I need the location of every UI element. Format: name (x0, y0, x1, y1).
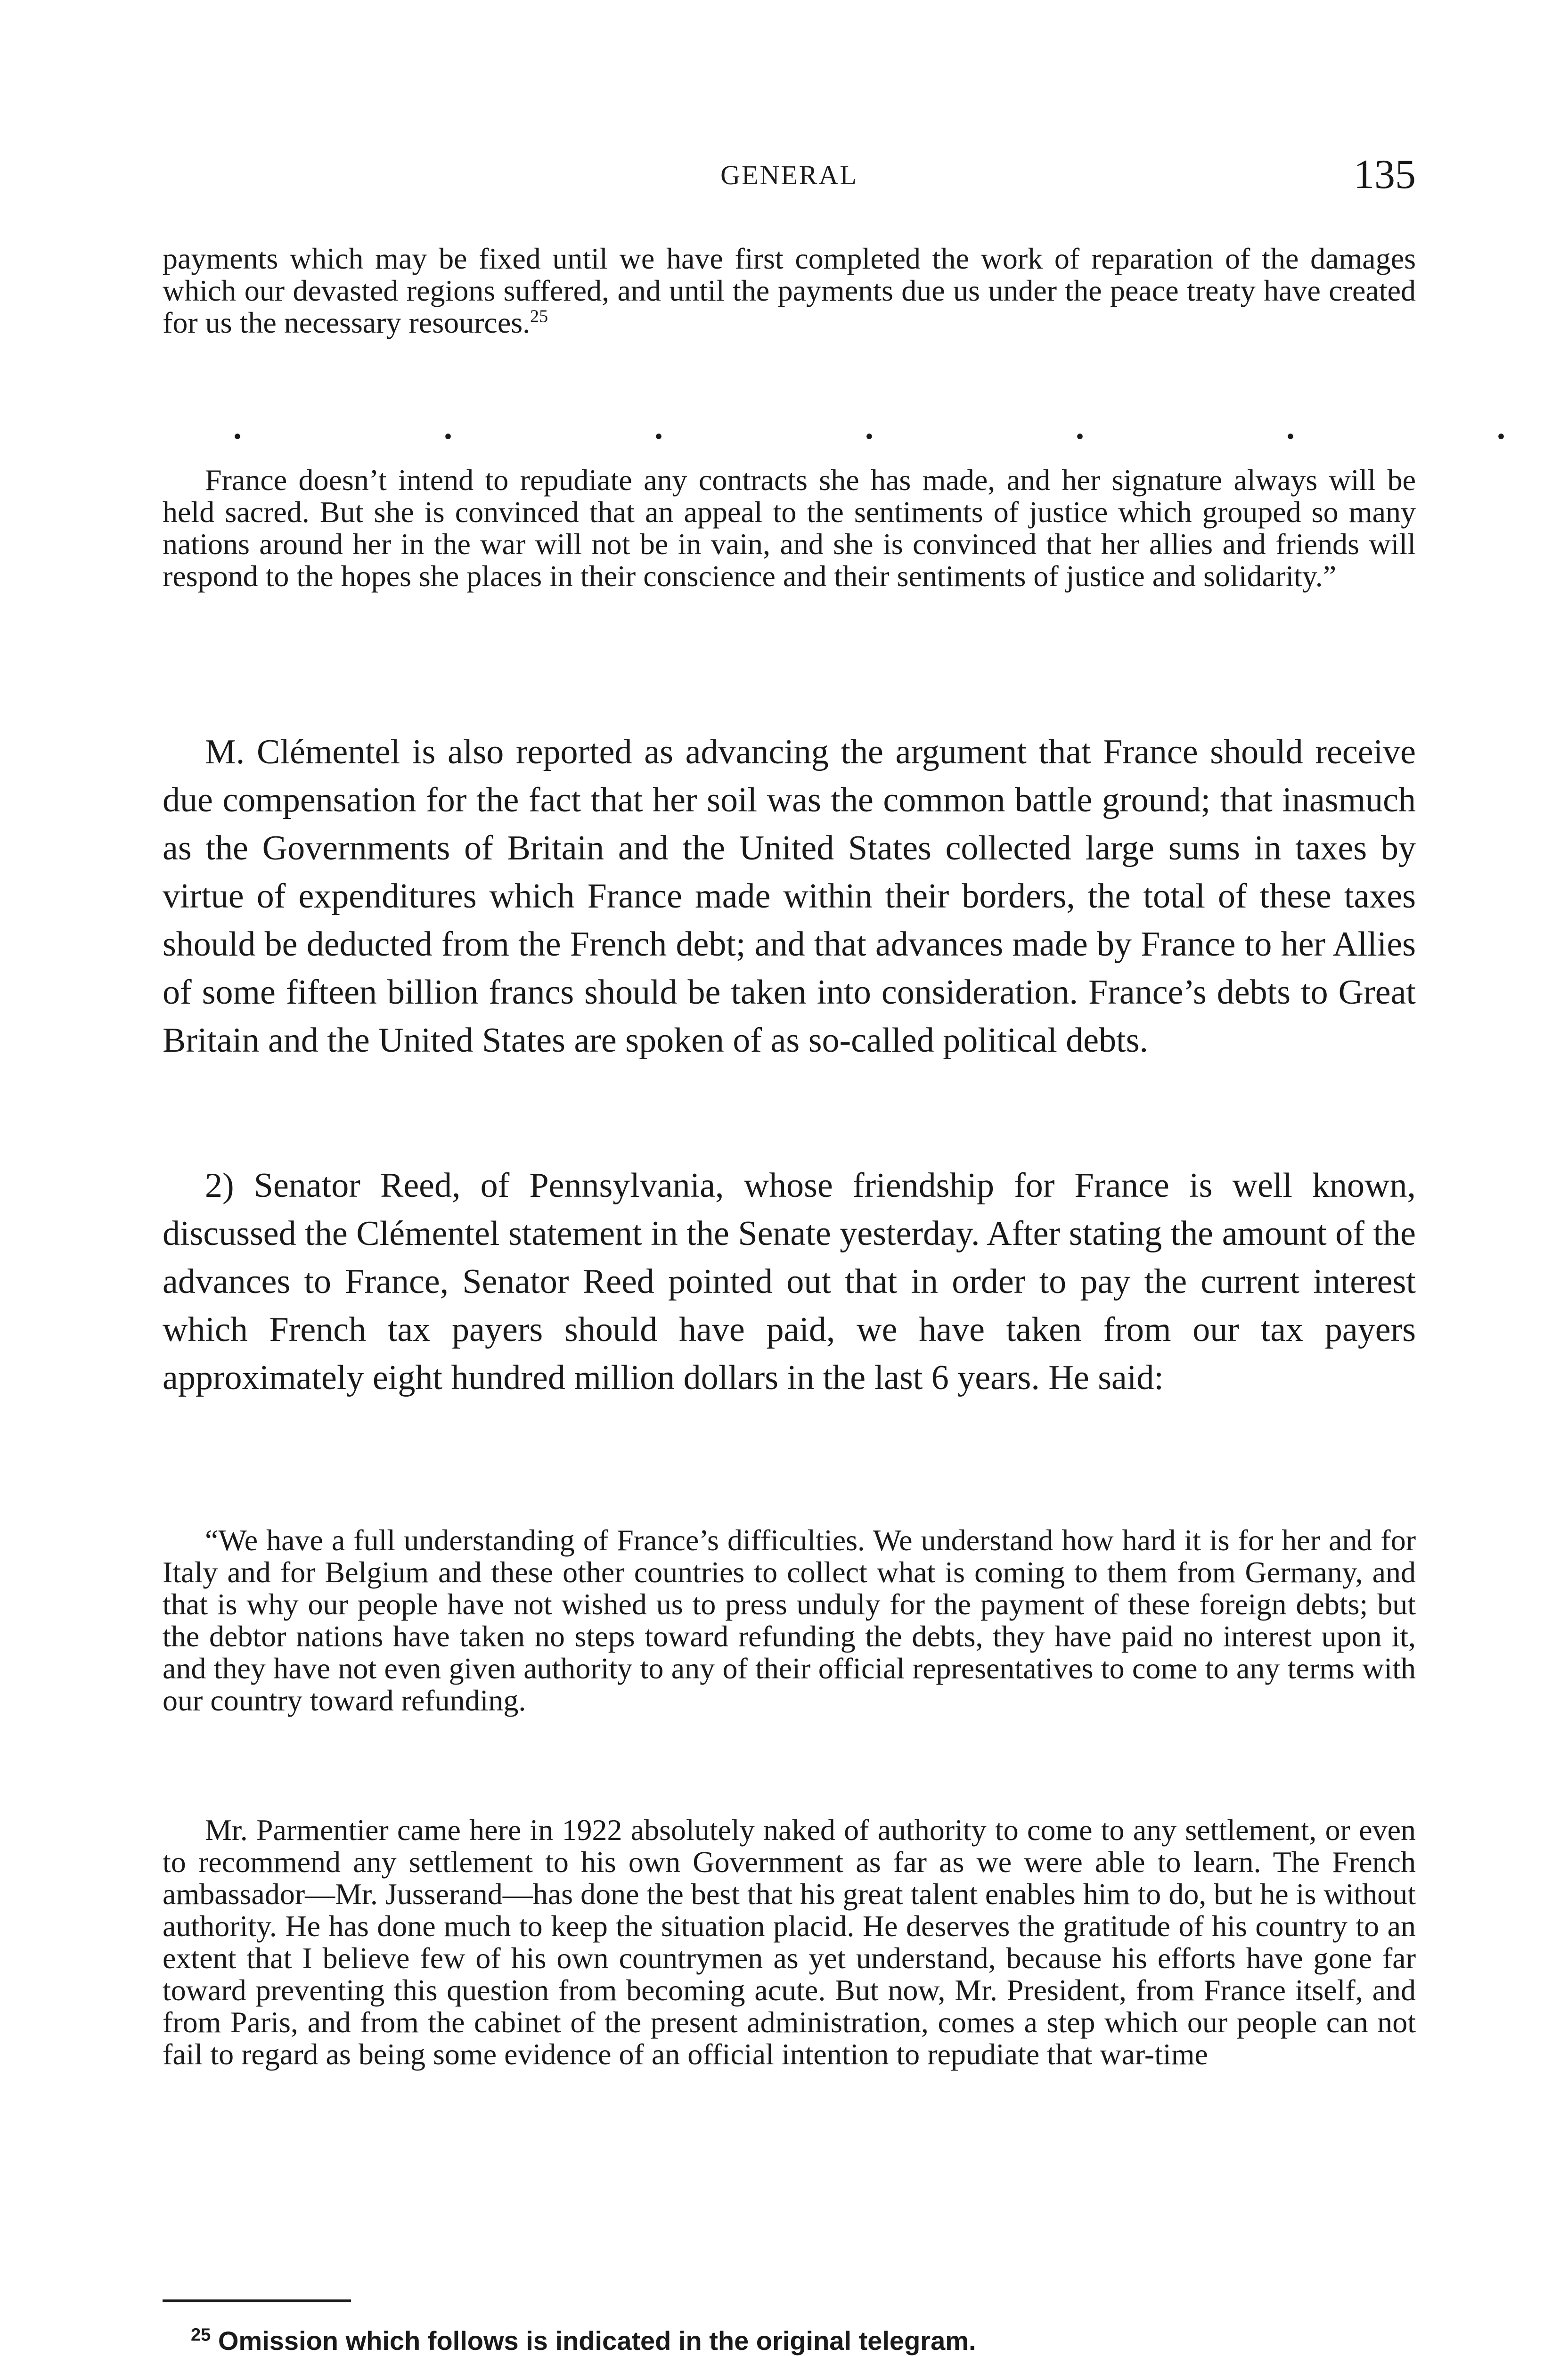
quote-paragraph-france-contracts: France doesn’t intend to repudiate any contracts she has made, and her signature always will be held sacred. But she is convinced that an appeal to the sentiments of justice which grouped so many nations around her in the war will not be in vain, and she is convinced that her allies and friends will respond to the hopes she places in their conscience and their sentiments of justice and solidarity.” (163, 463, 1416, 593)
footnote-text: Omission which follows is indicated in the original telegram. (218, 2326, 976, 2356)
body-paragraph-clementel: M. Clémentel is also reported as advancing the argument that France should receive due compensation for the fact that her soil was the common battle ground; that inasmuch as the Governments of Britain and the United States collected large sums in taxes by virtue of expenditures which France made within their borders, the total of these taxes should be deducted from the French debt; and that advances made by France to her Allies of some fifteen billion francs should be taken into consideration. France’s debts to Great Britain and the United States are spoken of as so-called political debts. (163, 733, 1416, 1060)
ellipsis-dot: . (1497, 409, 1505, 446)
quote-continuation-text: payments which may be fixed until we have first completed the work of reparation of the damages which our devasted regions suffered, and until the payments due us under the peace treaty have created for us the necessary resources. (163, 242, 1416, 339)
footnote-reference: 25 (530, 306, 548, 327)
quote-continuation-paragraph (163, 243, 1416, 339)
ellipsis-dot: . (233, 409, 242, 446)
quote-paragraph-parmentier: Mr. Parmentier came here in 1922 absolutely naked of authority to come to any settlement, or even to recommend any settlement to his own Government as far as we were able to learn. The French ambassador—Mr. Jusserand—has done the best that his great talent enables him to do, but he is without authority. He has done much to keep the situation placid. He deserves the gratitude of his country to an extent that I believe few of his own countrymen as yet understand, because his efforts have gone far toward preventing this question from becoming acute. But now, Mr. President, from France itself, and from Paris, and from the cabinet of the present administration, comes a step which our people can not fail to regard as being some evidence of an official intention to repudiate that war-time (163, 1813, 1416, 2071)
footnote (191, 2325, 1416, 2356)
body-paragraph-senator-reed: 2) Senator Reed, of Pennsylvania, whose friendship for France is well known, discussed the Clémentel statement in the Senate yesterday. After stating the amount of the advances to France, Senator Reed pointed out that in order to pay the current interest which French tax payers should have paid, we have taken from our tax payers approximately eight hundred million dollars in the last 6 years. He said: (163, 1166, 1416, 1397)
document-page (163, 0, 1505, 2356)
omission-ellipsis (233, 408, 1505, 446)
ellipsis-dot: . (444, 409, 452, 446)
running-title: GENERAL (720, 160, 858, 190)
page-number: 135 (1354, 152, 1416, 197)
ellipsis-dot: . (1286, 409, 1295, 446)
ellipsis-dot: . (865, 409, 874, 446)
ellipsis-dot: . (654, 409, 663, 446)
quote-paragraph-understanding: “We have a full understanding of France’s difficulties. We understand how hard it is for her and for Italy and for Belgium and these other countries to collect what is coming to them from Germany, and that is why our people have not wished us to press unduly for the payment of these foreign debts; but the debtor nations have taken no steps toward refunding the debts, they have paid no interest upon it, and they have not even given authority to any of their official representatives to come to any terms with our country toward refunding. (163, 1523, 1416, 1717)
ellipsis-dot: . (1076, 409, 1084, 446)
running-head (163, 151, 1416, 203)
footnote-divider (163, 2299, 351, 2302)
footnote-number: 25 (191, 2325, 211, 2345)
